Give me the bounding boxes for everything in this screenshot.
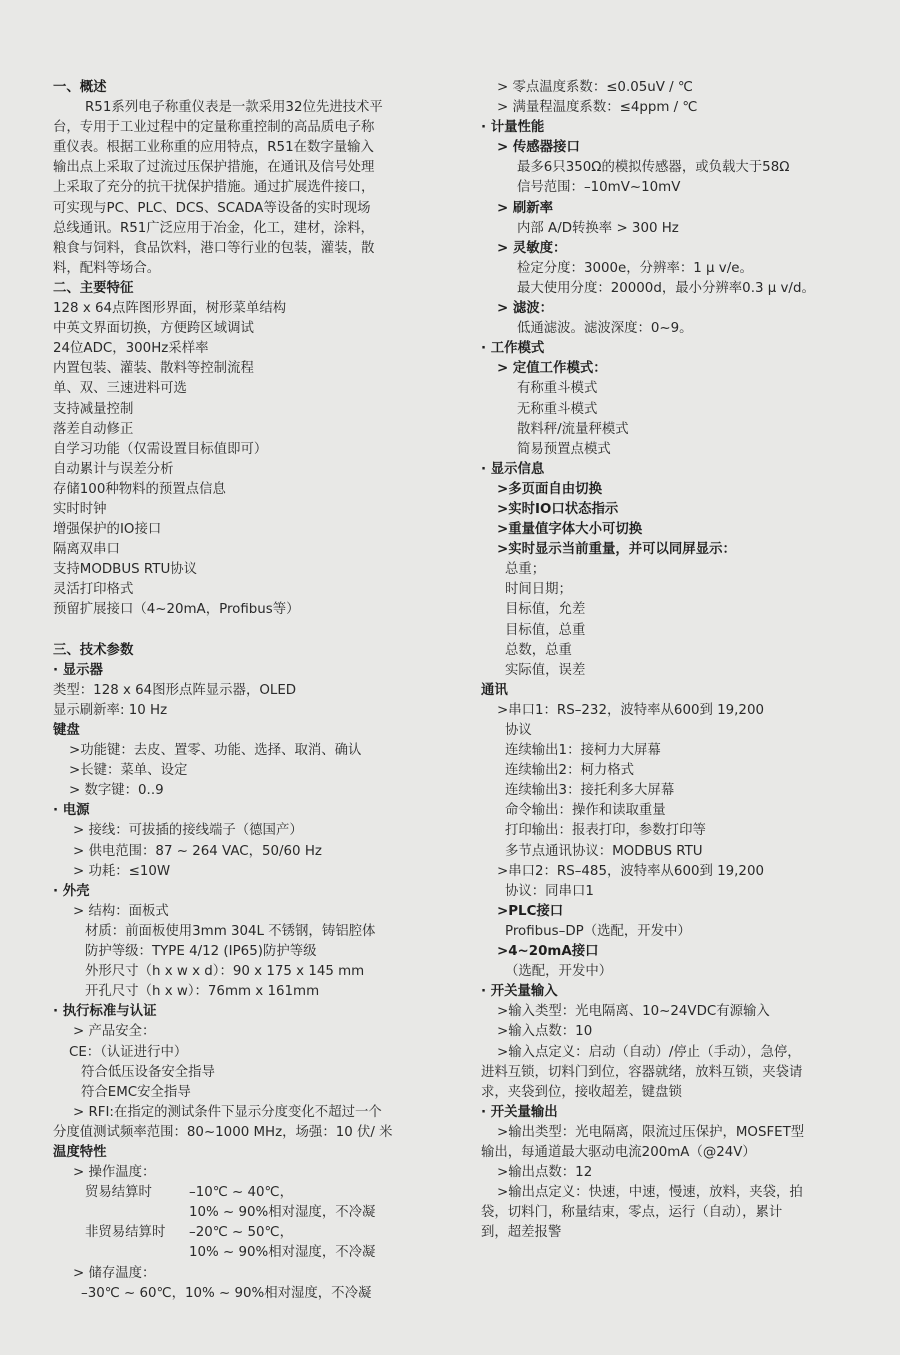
- case-item: 开孔尺寸（h x w）：76mm x 161mm: [85, 984, 320, 1000]
- section-2-title: 二、主要特征: [53, 280, 134, 296]
- digital-output-type: 输出，每通道最大驱动电流200mA（@24V）: [481, 1144, 756, 1160]
- feature-item: 增强保护的IO接口: [53, 522, 162, 538]
- serial-2: >串口2：RS–485，波特率从600到 19,200: [497, 863, 764, 879]
- digital-input-definition: 进料互锁，切料门到位，容器就绪，放料互锁，夹袋请: [481, 1064, 803, 1080]
- display-sub-item: 总重；: [505, 562, 546, 578]
- trade-value: –10℃ ~ 40℃，: [189, 1185, 293, 1201]
- overview-line: 台，专用于工业过程中的定量称重控制的高品质电子称: [53, 120, 375, 136]
- mode-item: 有称重斗模式: [517, 381, 598, 397]
- nontrade-humidity: 10% ~ 90%相对湿度，不冷凝: [189, 1245, 376, 1261]
- case-item: 外形尺寸（h x w x d）：90 x 175 x 145 mm: [85, 964, 365, 980]
- analog-heading: >4~20mA接口: [497, 944, 599, 960]
- feature-item: 支持MODBUS RTU协议: [53, 562, 198, 578]
- sensor-line: 信号范围：–10mV~10mV: [517, 180, 681, 196]
- power-heading: · 电源: [53, 803, 90, 819]
- digital-input-heading: · 开关量输入: [481, 984, 558, 1000]
- section-3-title: 三、技术参数: [53, 642, 134, 658]
- sensitivity-line: 检定分度：3000e，分辨率：1 μ v/e。: [517, 260, 753, 276]
- key-item: > 数字键：0..9: [69, 783, 164, 799]
- display-info-item: >实时显示当前重量，并可以同屏显示：: [497, 542, 736, 558]
- feature-item: 支持减量控制: [53, 401, 134, 417]
- temperature-heading: 温度特性: [53, 1144, 107, 1160]
- feature-item: 内置包装、灌装、散料等控制流程: [53, 361, 254, 377]
- spacer: [53, 621, 428, 641]
- display-info-item: >多页面自由切换: [497, 481, 602, 497]
- serial-1-item: 连续输出2：柯力格式: [505, 763, 635, 779]
- overview-line: 料，配料等场合。: [53, 260, 161, 276]
- feature-item: 自动累计与误差分析: [53, 461, 174, 477]
- feature-item: 24位ADC，300Hz采样率: [53, 341, 209, 357]
- feature-item: 灵活打印格式: [53, 582, 134, 598]
- case-heading: · 外壳: [53, 883, 90, 899]
- plc-heading: >PLC接口: [497, 903, 564, 919]
- overview-line: R51系列电子称重仪表是一款采用32位先进技术平: [85, 100, 383, 116]
- sensitivity-line: 最大使用分度：20000d，最小分辨率0.3 μ v/d。: [517, 280, 815, 296]
- sensor-line: 最多6只350Ω的模拟传感器，或负载大于58Ω: [517, 160, 790, 176]
- nontrade-value: –20℃ ~ 50℃，: [189, 1225, 293, 1241]
- display-info-item: >重量值字体大小可切换: [497, 522, 643, 538]
- trade-temp-row: [53, 1183, 428, 1203]
- digital-input-count: >输入点数：10: [497, 1024, 593, 1040]
- display-heading: · 显示器: [53, 662, 103, 678]
- serial-1: >串口1：RS–232，波特率从600到 19,200: [497, 702, 764, 718]
- storage-temp-heading: > 储存温度：: [73, 1265, 156, 1281]
- display-sub-item: 时间日期；: [505, 582, 572, 598]
- overview-line: 重仪表。根据工业称重的应用特点，R51在数字量输入: [53, 140, 374, 156]
- nontrade-temp-row: [53, 1223, 428, 1243]
- feature-item: 自学习功能（仅需设置目标值即可）: [53, 441, 268, 457]
- digital-input-type: >输入类型：光电隔离、10~24VDC有源输入: [497, 1004, 770, 1020]
- serial-1-item: 协议: [505, 723, 532, 738]
- overview-paragraph: [53, 98, 428, 279]
- mode-heading: · 工作模式: [481, 341, 545, 357]
- serial-1-item: 命令输出：操作和读取重量: [505, 803, 666, 819]
- digital-output-heading: · 开关量输出: [481, 1104, 558, 1120]
- power-item: > 供电范围：87 ~ 264 VAC，50/60 Hz: [73, 843, 322, 859]
- trade-humidity: 10% ~ 90%相对湿度，不冷凝: [189, 1205, 376, 1221]
- digital-output-definition: >输出点定义：快速，中速，慢速，放料，夹袋，拍: [497, 1185, 803, 1201]
- key-item: >长键：菜单、设定: [69, 763, 188, 779]
- power-item: > 接线：可拔插的接线端子（德国产）: [73, 823, 303, 839]
- display-sub-item: 总数，总重: [505, 642, 572, 658]
- digital-input-definition: >输入点定义：启动（自动）/停止（手动），急停，: [497, 1044, 801, 1060]
- operating-temp-heading: > 操作温度：: [73, 1165, 156, 1181]
- overview-line: 总线通讯。R51广泛应用于冶金，化工，建材，涂料，: [53, 220, 374, 236]
- case-structure: > 结构：面板式: [73, 903, 169, 919]
- product-safety: > 产品安全：: [73, 1024, 156, 1040]
- display-type: 类型：128 x 64图形点阵显示器，OLED: [53, 682, 297, 698]
- sensitivity-heading: > 灵敏度：: [497, 240, 567, 256]
- zero-temp-coefficient: > 零点温度系数：≤0.05uV / ℃: [497, 80, 693, 95]
- plc-line: Profibus–DP（选配，开发中）: [505, 923, 691, 939]
- overview-line: 上采取了充分的抗干扰保护措施。通过扩展选件接口，: [53, 180, 375, 196]
- digital-input-definition: 求，夹袋到位，接收超差，键盘锁: [481, 1084, 682, 1100]
- communication-heading: 通讯: [481, 682, 508, 698]
- overview-line: 可实现与PC、PLC、DCS、SCADA等设备的实时现场: [53, 200, 371, 216]
- serial-2-protocol: 协议：同串口1: [505, 883, 594, 899]
- display-info-item: >实时IO口状态指示: [497, 501, 619, 517]
- rfi-line: > RFI:在指定的测试条件下显示分度变化不超过一个: [73, 1104, 382, 1120]
- display-sub-item: 实际值，误差: [505, 662, 586, 678]
- feature-item: 单、双、三速进料可选: [53, 381, 187, 397]
- sensor-heading: > 传感器接口: [497, 140, 580, 156]
- refresh-heading: > 刷新率: [497, 200, 554, 216]
- mode-subheading: > 定值工作模式：: [497, 361, 607, 377]
- display-refresh: 显示刷新率: 10 Hz: [53, 702, 168, 718]
- section-1-title: 一、概述: [53, 80, 107, 95]
- feature-item: 128 x 64点阵图形界面，树形菜单结构: [53, 301, 287, 317]
- display-sub-item: 目标值，允差: [505, 602, 586, 618]
- feature-list: [53, 299, 428, 621]
- standard-item: 符合低压设备安全指导: [81, 1064, 215, 1080]
- feature-item: 实时时钟: [53, 501, 107, 517]
- refresh-line: 内部 A/D转换率 > 300 Hz: [517, 220, 679, 236]
- keyboard-heading: 键盘: [53, 723, 80, 738]
- display-sub-item: 目标值，总重: [505, 622, 586, 638]
- overview-line: 粮食与饲料，食品饮料，港口等行业的包装，灌装，散: [53, 240, 375, 256]
- trade-label: 贸易结算时: [85, 1185, 152, 1201]
- ce-status: CE：（认证进行中）: [69, 1044, 188, 1060]
- mode-item: 无称重斗模式: [517, 401, 598, 417]
- feature-item: 隔离双串口: [53, 542, 120, 558]
- serial-1-item: 连续输出1：接柯力大屏幕: [505, 743, 661, 759]
- display-info-heading: · 显示信息: [481, 461, 545, 477]
- serial-1-item: 打印输出：报表打印，参数打印等: [505, 823, 706, 839]
- feature-item: 预留扩展接口（4~20mA，Profibus等）: [53, 602, 300, 618]
- standards-heading: · 执行标准与认证: [53, 1004, 157, 1020]
- serial-1-item: 连续输出3：接托利多大屏幕: [505, 783, 675, 799]
- overview-line: 输出点上采取了过流过压保护措施，在通讯及信号处理: [53, 160, 375, 176]
- span-temp-coefficient: > 满量程温度系数：≤4ppm / ℃: [497, 100, 698, 116]
- left-column: [53, 78, 428, 1304]
- mode-item: 简易预置点模式: [517, 441, 611, 457]
- filter-line: 低通滤波。滤波深度：0~9。: [517, 321, 693, 337]
- mode-item: 散料秤/流量秤模式: [517, 421, 629, 437]
- digital-output-count: >输出点数：12: [497, 1165, 593, 1181]
- digital-output-type: >输出类型：光电隔离，限流过压保护，MOSFET型: [497, 1124, 805, 1140]
- feature-item: 存储100种物料的预置点信息: [53, 481, 226, 497]
- case-item: 材质：前面板使用3mm 304L 不锈钢，铸铝腔体: [85, 923, 376, 939]
- power-item: > 功耗：≤10W: [73, 863, 171, 879]
- storage-temp-value: –30℃ ~ 60℃，10% ~ 90%相对湿度，不冷凝: [81, 1285, 372, 1301]
- standard-item: 符合EMC安全指导: [81, 1084, 191, 1100]
- feature-item: 落差自动修正: [53, 421, 134, 437]
- metrology-heading: · 计量性能: [481, 120, 545, 136]
- right-column: [481, 78, 853, 1243]
- filter-heading: > 滤波：: [497, 301, 554, 317]
- digital-output-definition: 袋，切料门，称量结束，零点，运行（自动），累计: [481, 1205, 783, 1221]
- nontrade-label: 非贸易结算时: [85, 1225, 166, 1241]
- rfi-line: 分度值测试频率范围：80~1000 MHz，场强：10 伏/ 米: [53, 1124, 393, 1140]
- feature-item: 中英文界面切换，方便跨区域调试: [53, 321, 254, 337]
- case-item: 防护等级：TYPE 4/12 (IP65)防护等级: [85, 944, 317, 960]
- key-item: >功能键：去皮、置零、功能、选择、取消、确认: [69, 743, 362, 759]
- digital-output-definition: 到，超差报警: [481, 1225, 562, 1241]
- serial-1-item: 多节点通讯协议：MODBUS RTU: [505, 843, 703, 859]
- analog-line: （选配，开发中）: [505, 964, 613, 980]
